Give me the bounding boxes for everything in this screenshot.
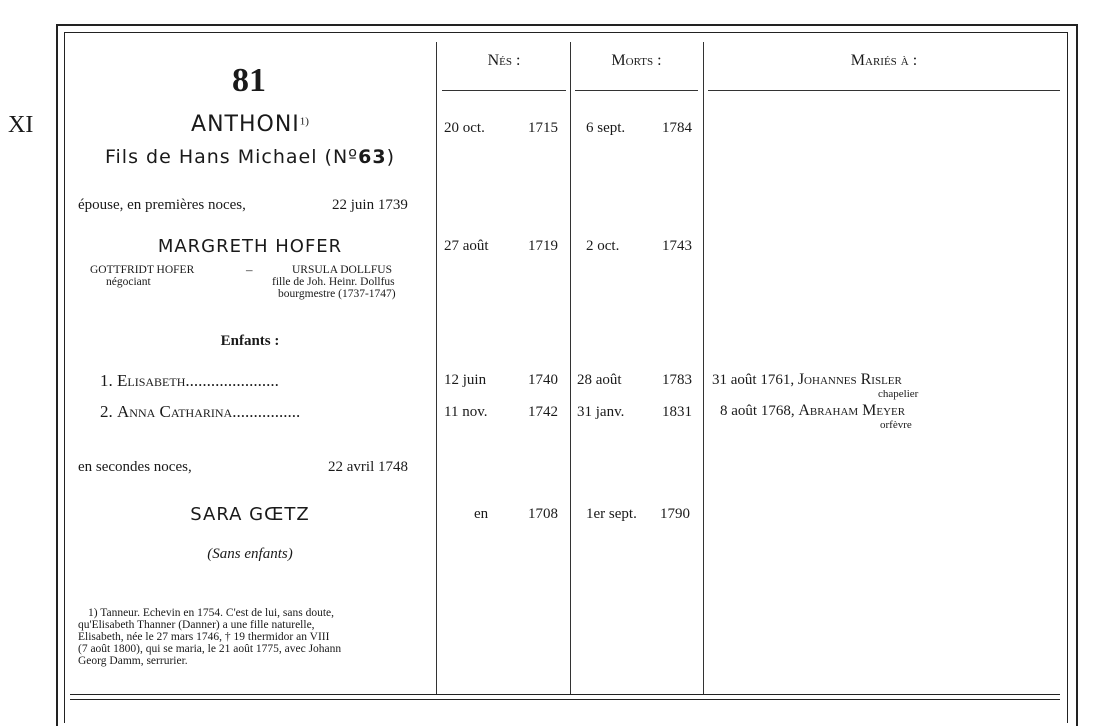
second-marriage-label: en secondes noces,: [78, 459, 192, 475]
child-2-number: 2.: [100, 402, 113, 421]
child-2-marriage: [720, 402, 905, 420]
entry-number: 81: [232, 62, 266, 99]
child-2-marriage-date: 8 août 1768,: [720, 403, 795, 419]
child-2-leader-dots: ................: [232, 402, 301, 421]
child-1-died-day: 28 août: [577, 372, 622, 388]
header-married: Mariés à :: [850, 52, 918, 69]
header-rule-born: [442, 90, 566, 91]
person-name: ANTHONI: [191, 112, 300, 137]
header-rule-died: [575, 90, 698, 91]
child-1-born-year: 1740: [528, 372, 558, 388]
footnote-line-2: qu'Elisabeth Thanner (Danner) a une fille naturelle,: [78, 619, 315, 631]
spouse1-parents-dash: –: [246, 262, 253, 277]
spouse1-name: MARGRETH HOFER: [157, 236, 343, 257]
spouse1-born-year: 1719: [528, 238, 558, 254]
spouse2-born-year: 1708: [528, 506, 558, 522]
child-1-number: 1.: [100, 371, 113, 390]
child-1-marriage: [712, 371, 902, 389]
header-born: Nés :: [487, 52, 521, 69]
child-1-marriage-date: 31 août 1761,: [712, 372, 795, 388]
spouse1-father-name: GOTTFRIDT HOFER: [90, 264, 195, 276]
column-divider-died: [570, 42, 571, 694]
header-rule-married: [708, 90, 1060, 91]
footnote-line-1: 1) Tanneur. Echevin en 1754. C'est de lui, sans doute,: [88, 607, 335, 619]
spouse1-died-year: 1743: [662, 238, 692, 254]
spouse1-father-role: négociant: [106, 276, 151, 288]
child-2-died-day: 31 janv.: [577, 404, 625, 420]
child-2-died-year: 1831: [662, 404, 692, 420]
person-died-year: 1784: [662, 120, 692, 136]
bottom-rule-1: [70, 694, 1060, 695]
person-died-day: 6 sept.: [586, 120, 626, 136]
spouse1-born-day: 27 août: [444, 238, 489, 254]
spouse2-no-children-note: (Sans enfants): [207, 546, 293, 562]
child-2-born-year: 1742: [528, 404, 558, 420]
child-1-name: Elisabeth: [117, 371, 186, 390]
child-1-spouse-role: chapelier: [878, 388, 919, 400]
child-2-name-row: [100, 402, 300, 422]
child-2-name: Anna Catharina: [117, 402, 233, 421]
child-2-born-day: 11 nov.: [444, 404, 488, 420]
footnote-line-4: (7 août 1800), qui se maria, le 21 août 1775, avec Johann: [78, 643, 342, 655]
parent-number: 63: [358, 146, 387, 168]
first-marriage-label: épouse, en premières noces,: [78, 197, 246, 213]
child-1-name-row: [100, 371, 279, 391]
header-died: Morts :: [611, 52, 662, 69]
column-divider-married: [703, 42, 704, 694]
person-parentage: [70, 146, 430, 168]
person-born-year: 1715: [528, 120, 558, 136]
bottom-rule-2: [70, 699, 1060, 700]
spouse1-mother-name: URSULA DOLLFUS: [292, 264, 393, 276]
footnote-line-3: Elisabeth, née le 27 mars 1746, † 19 thermidor an VIII: [78, 631, 330, 643]
spouse1-mother-line2: fille de Joh. Heinr. Dollfus: [272, 276, 395, 288]
spouse1-died-day: 2 oct.: [586, 238, 620, 254]
footnote-line-5: Georg Damm, serrurier.: [78, 655, 188, 667]
spouse1-mother-line3: bourgmestre (1737-1747): [278, 288, 396, 300]
person-born-day: 20 oct.: [444, 120, 485, 136]
person-name-block: [70, 112, 430, 137]
child-1-died-year: 1783: [662, 372, 692, 388]
second-marriage-date: 22 avril 1748: [328, 459, 408, 475]
parentage-text: Fils de Hans Michael (Nº: [104, 146, 359, 168]
child-2-spouse-role: orfèvre: [880, 419, 912, 431]
person-footnote-mark: 1): [299, 115, 309, 128]
spouse2-died-year: 1790: [660, 506, 690, 522]
first-marriage-date: 22 juin 1739: [332, 197, 408, 213]
spouse2-born-prefix: en: [474, 506, 489, 522]
spouse2-name: SARA GŒTZ: [190, 504, 310, 525]
generation-marker: XI: [8, 112, 34, 138]
spouse2-died-day: 1er sept.: [586, 506, 637, 522]
child-1-born-day: 12 juin: [444, 372, 487, 388]
child-2-spouse: Abraham Meyer: [798, 402, 906, 419]
children-label: Enfants :: [220, 333, 280, 349]
parentage-close: ): [386, 146, 395, 168]
child-1-spouse: Johannes Risler: [797, 371, 902, 388]
child-1-leader-dots: ......................: [185, 371, 279, 390]
column-divider-born: [436, 42, 437, 694]
